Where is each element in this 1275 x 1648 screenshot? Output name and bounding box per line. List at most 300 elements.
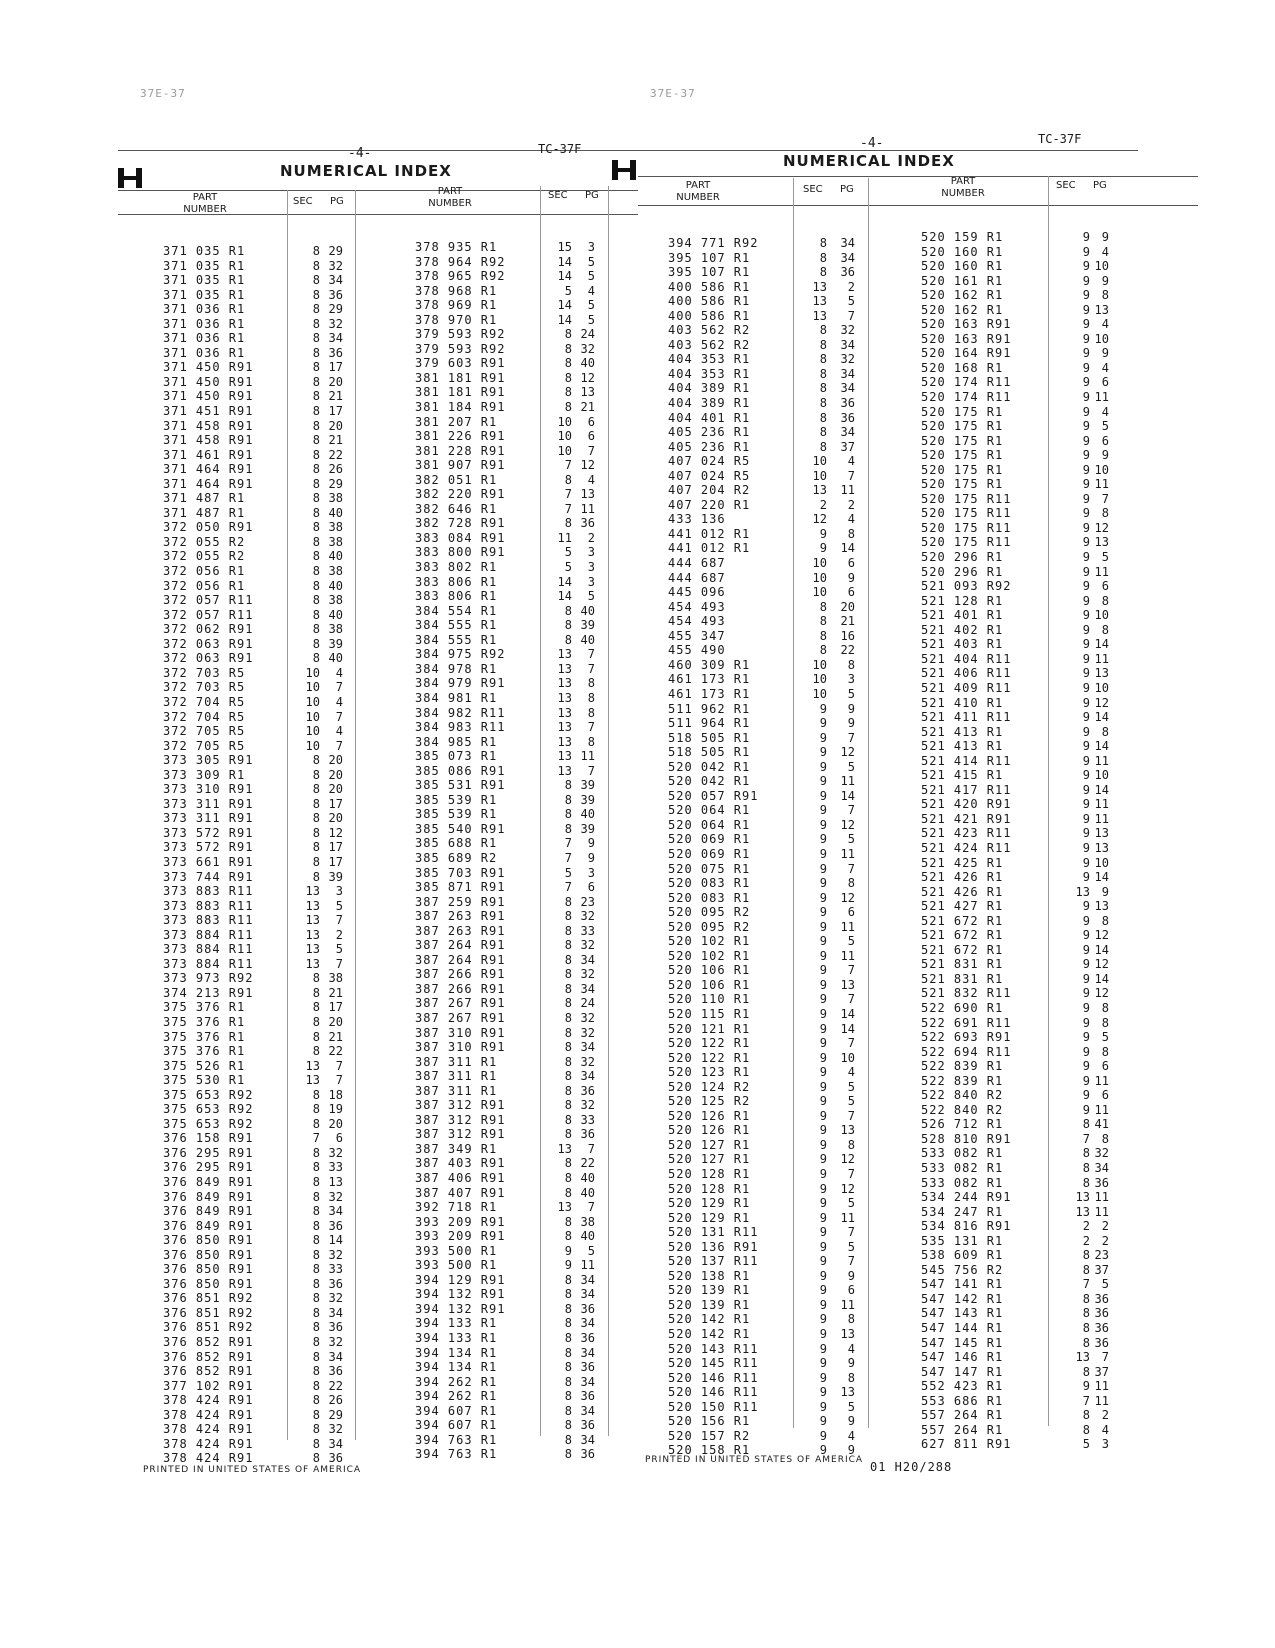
page-ref: 3	[847, 672, 855, 687]
part-number: 521 672 R1	[921, 928, 1004, 943]
page-ref: 40	[328, 578, 343, 593]
index-row	[921, 1408, 1109, 1423]
part-number: 395 107 R1	[668, 265, 751, 280]
page-ref: 17	[328, 1000, 343, 1015]
page-ref: 11	[1094, 564, 1109, 579]
part-number: 433 136	[668, 512, 726, 527]
part-number: 382 220 R91	[415, 487, 506, 502]
index-row	[921, 1073, 1109, 1089]
part-number: 520 125 R2	[668, 1094, 751, 1109]
section-number: 8	[312, 505, 320, 520]
index-column-4	[921, 230, 1109, 1452]
part-number: 385 871 R91	[415, 880, 506, 895]
section-number: 9	[819, 774, 827, 789]
index-row	[415, 400, 595, 415]
section-number: 9	[1082, 957, 1090, 972]
section-number: 9	[1082, 1379, 1090, 1394]
index-row	[668, 1341, 855, 1357]
section-number: 9	[1082, 1102, 1090, 1117]
index-row	[163, 1407, 343, 1423]
part-number: 394 132 R91	[415, 1301, 506, 1316]
index-row	[163, 1102, 343, 1117]
section-number: 9	[1082, 811, 1090, 826]
part-number: 520 175 R1	[921, 477, 1004, 492]
section-number: 9	[1082, 1088, 1090, 1103]
section-number: 9	[819, 788, 827, 803]
part-number: 373 572 R91	[163, 840, 254, 855]
index-row	[668, 817, 855, 833]
part-number: 520 142 R1	[668, 1312, 751, 1327]
page-ref: 36	[328, 1451, 343, 1466]
index-row	[163, 1218, 343, 1234]
section-number: 8	[819, 337, 827, 352]
section-number: 8	[312, 462, 320, 477]
page-ref: 38	[328, 520, 343, 535]
pg-header-1: PG	[330, 196, 344, 207]
index-row	[668, 308, 855, 324]
page-ref: 34	[580, 1069, 595, 1084]
index-row	[668, 832, 855, 847]
column-header-bottom-rule	[118, 214, 638, 215]
section-number: 10	[812, 570, 827, 585]
part-number: 520 129 R1	[668, 1196, 751, 1211]
part-number: 520 157 R2	[668, 1428, 751, 1443]
section-number: 9	[1082, 1044, 1090, 1059]
page-ref: 22	[328, 447, 343, 462]
part-number: 547 142 R1	[921, 1291, 1004, 1306]
part-number: 520 123 R1	[668, 1065, 751, 1080]
section-number: 8	[564, 1010, 572, 1025]
page-ref: 4	[587, 283, 595, 298]
page-ref: 36	[840, 265, 855, 280]
page-ref: 12	[840, 890, 855, 905]
section-number: 7	[312, 1131, 320, 1146]
part-number: 545 756 R2	[921, 1262, 1004, 1277]
page-ref: 21	[580, 400, 595, 415]
section-number: 15	[557, 240, 572, 254]
section-number: 8	[819, 381, 827, 396]
section-number: 9	[819, 1152, 827, 1167]
index-row	[415, 1345, 595, 1361]
section-number: 8	[564, 981, 572, 996]
page-ref: 34	[328, 273, 343, 288]
page-ref: 40	[328, 505, 343, 520]
part-number: 520 143 R11	[668, 1341, 759, 1356]
section-number: 8	[564, 821, 572, 836]
page-ref: 5	[335, 942, 343, 957]
part-number: 376 852 R91	[163, 1364, 254, 1379]
section-number: 13	[305, 1058, 320, 1073]
index-row	[163, 956, 343, 972]
page-ref: 34	[580, 981, 595, 996]
page-ref: 24	[580, 996, 595, 1011]
part-number: 520 150 R11	[668, 1399, 759, 1414]
section-number: 9	[819, 948, 827, 963]
section-number: 8	[1082, 1422, 1090, 1437]
section-number: 8	[312, 1320, 320, 1335]
index-row	[163, 1029, 343, 1045]
page-ref: 38	[328, 534, 343, 549]
page-ref: 36	[328, 287, 343, 302]
index-row	[921, 608, 1109, 623]
page-ref: 2	[1101, 1219, 1109, 1234]
part-number: 521 427 R1	[921, 899, 1004, 914]
section-number: 9	[1082, 710, 1090, 725]
page-ref: 36	[328, 1218, 343, 1233]
index-row	[668, 1123, 855, 1138]
part-number: 520 126 R1	[668, 1123, 751, 1138]
part-number: 521 410 R1	[921, 695, 1004, 710]
part-number: 534 244 R91	[921, 1190, 1012, 1205]
part-number: 522 840 R2	[921, 1088, 1004, 1103]
part-number: 521 128 R1	[921, 593, 1004, 608]
index-row	[668, 1414, 855, 1429]
section-number: 8	[312, 1436, 320, 1451]
page-ref: 17	[328, 360, 343, 375]
index-row	[921, 331, 1109, 347]
index-row	[163, 1335, 343, 1350]
index-row	[415, 414, 595, 430]
section-number: 9	[1082, 404, 1090, 419]
part-number: 371 487 R1	[163, 505, 246, 520]
part-number: 521 831 R1	[921, 971, 1004, 986]
page-ref: 8	[847, 657, 855, 672]
page-ref: 6	[1101, 375, 1109, 390]
section-number: 9	[819, 701, 827, 716]
page-ref: 12	[840, 1181, 855, 1196]
part-number: 372 056 R1	[163, 564, 246, 579]
index-row	[163, 913, 343, 928]
section-number: 8	[312, 1218, 320, 1233]
index-row	[415, 1025, 595, 1041]
index-row	[415, 385, 595, 400]
page-ref: 6	[335, 1131, 343, 1146]
page-ref: 4	[847, 1341, 855, 1356]
index-row	[163, 1276, 343, 1292]
index-row	[163, 709, 343, 725]
page-ref: 36	[1094, 1175, 1109, 1190]
index-row	[668, 745, 855, 760]
section-number: 8	[312, 476, 320, 491]
part-number: 371 035 R1	[163, 258, 246, 273]
part-number: 407 024 R5	[668, 468, 751, 483]
part-number: 533 082 R1	[921, 1161, 1004, 1175]
part-number: 378 424 R91	[163, 1422, 254, 1437]
part-number: 520 161 R1	[921, 273, 1004, 288]
part-number: 394 134 R1	[415, 1345, 498, 1360]
section-number: 7	[564, 850, 572, 865]
page-ref: 14	[1094, 782, 1109, 797]
section-number: 9	[1082, 1073, 1090, 1088]
section-number: 9	[1082, 462, 1090, 477]
page-ref: 36	[580, 1418, 595, 1433]
page-ref: 32	[328, 258, 343, 273]
index-row	[415, 356, 595, 371]
index-row	[921, 302, 1109, 318]
section-number: 7	[564, 458, 572, 473]
part-number: 521 409 R11	[921, 680, 1012, 695]
section-number: 9	[1082, 1059, 1090, 1074]
section-number: 9	[1082, 608, 1090, 623]
section-number: 8	[1082, 1335, 1090, 1350]
section-number: 8	[1082, 1117, 1090, 1132]
col3-right-divider	[868, 178, 869, 1428]
index-row	[163, 1378, 343, 1394]
section-number: 9	[1082, 520, 1090, 535]
section-number: 8	[312, 825, 320, 840]
part-number: 382 646 R1	[415, 501, 498, 516]
section-number: 9	[819, 1181, 827, 1196]
part-number: 407 024 R5	[668, 454, 751, 469]
part-number: 394 262 R1	[415, 1374, 498, 1389]
section-number: 9	[819, 1414, 827, 1429]
index-row	[415, 1418, 595, 1433]
part-number: 521 672 R1	[921, 942, 1004, 957]
index-row	[921, 1102, 1109, 1118]
index-row	[163, 593, 343, 608]
page-ref: 3	[335, 884, 343, 899]
index-row	[668, 454, 855, 469]
page-ref: 40	[328, 607, 343, 622]
section-number: 9	[819, 1021, 827, 1036]
page-ref: 10	[1094, 768, 1109, 783]
page-ref: 11	[840, 483, 855, 498]
part-number: 520 159 R1	[921, 230, 1004, 244]
index-row	[668, 905, 855, 920]
part-number: 373 884 R11	[163, 956, 254, 971]
part-number: 521 401 R1	[921, 608, 1004, 623]
part-number: 520 131 R11	[668, 1225, 759, 1240]
index-row	[921, 1131, 1109, 1147]
part-number: 384 982 R11	[415, 705, 506, 720]
index-row	[415, 661, 595, 677]
page-ref: 4	[1101, 317, 1109, 332]
page-ref: 7	[335, 709, 343, 724]
page-ref: 20	[328, 1116, 343, 1131]
section-number: 9	[819, 1254, 827, 1269]
index-row	[163, 884, 343, 899]
page-ref: 34	[580, 1316, 595, 1331]
index-row	[668, 366, 855, 382]
index-row	[415, 458, 595, 473]
page-ref: 32	[580, 967, 595, 982]
part-number: 520 121 R1	[668, 1021, 751, 1036]
part-number: 393 500 R1	[415, 1258, 498, 1273]
page-ref: 7	[1101, 491, 1109, 506]
section-number: 9	[819, 1312, 827, 1327]
section-number: 8	[564, 1229, 572, 1244]
part-number: 461 173 R1	[668, 672, 751, 687]
section-number: 10	[812, 454, 827, 469]
index-row	[163, 665, 343, 681]
part-number: 381 207 R1	[415, 414, 498, 429]
index-row	[415, 1243, 595, 1259]
index-row	[921, 1030, 1109, 1045]
index-row	[415, 560, 595, 575]
part-number: 520 175 R11	[921, 491, 1012, 506]
section-number: 8	[312, 1305, 320, 1320]
section-number: 8	[312, 811, 320, 826]
page-ref: 23	[580, 894, 595, 909]
section-number: 8	[312, 316, 320, 331]
section-number: 8	[1082, 1248, 1090, 1263]
section-number: 8	[564, 938, 572, 953]
index-row	[163, 825, 343, 841]
section-number: 9	[564, 1258, 572, 1273]
section-number: 13	[557, 720, 572, 735]
index-row	[415, 1272, 595, 1288]
index-row	[668, 1050, 855, 1066]
part-number: 384 978 R1	[415, 661, 498, 676]
part-number: 520 122 R1	[668, 1050, 751, 1065]
page-ref: 8	[1101, 1015, 1109, 1030]
section-number: 2	[1082, 1233, 1090, 1248]
section-number: 7	[1082, 1131, 1090, 1146]
sec-header-1: SEC	[293, 196, 313, 207]
index-row	[921, 1044, 1109, 1060]
page-ref: 34	[328, 331, 343, 346]
section-number: 9	[1082, 928, 1090, 943]
section-number: 13	[557, 690, 572, 705]
page-ref: 36	[580, 1331, 595, 1346]
section-number: 9	[1082, 448, 1090, 463]
page-ref: 34	[1094, 1161, 1109, 1175]
index-row	[163, 1073, 343, 1088]
section-number: 9	[1082, 593, 1090, 608]
page-ref: 39	[580, 821, 595, 836]
index-row	[415, 923, 595, 939]
index-row	[668, 599, 855, 615]
section-number: 8	[1082, 1364, 1090, 1379]
index-row	[163, 840, 343, 855]
part-number: 372 055 R2	[163, 549, 246, 564]
section-number: 10	[305, 694, 320, 709]
section-number: 9	[819, 1356, 827, 1371]
part-number: 372 704 R5	[163, 694, 246, 709]
section-number: 13	[1075, 884, 1090, 899]
part-number: 383 084 R91	[415, 530, 506, 545]
index-row	[668, 1108, 855, 1124]
page-ref: 32	[580, 1098, 595, 1113]
page-ref: 36	[580, 1447, 595, 1462]
page-ref: 5	[587, 269, 595, 284]
section-number: 9	[819, 1094, 827, 1109]
page-ref: 39	[580, 792, 595, 807]
section-number: 8	[312, 564, 320, 579]
part-number: 518 505 R1	[668, 730, 751, 745]
page-ref: 6	[847, 556, 855, 571]
page-ref: 5	[587, 254, 595, 269]
section-number: 8	[1082, 1408, 1090, 1423]
part-number: 378 968 R1	[415, 283, 498, 298]
page-ref: 40	[580, 1171, 595, 1185]
page-ref: 5	[335, 898, 343, 913]
page-ref: 8	[587, 690, 595, 705]
part-number: 375 653 R92	[163, 1116, 254, 1131]
index-row	[921, 622, 1109, 638]
index-row	[668, 1036, 855, 1051]
ih-logo-icon	[612, 160, 636, 180]
index-row	[921, 404, 1109, 420]
part-number: 394 262 R1	[415, 1389, 498, 1404]
page-ref: 17	[328, 854, 343, 869]
index-row	[415, 618, 595, 633]
part-number: 372 050 R91	[163, 520, 254, 535]
section-number: 9	[1082, 724, 1090, 739]
page-ref: 21	[328, 1029, 343, 1044]
part-number: 405 236 R1	[668, 425, 751, 440]
section-number: 8	[819, 396, 827, 411]
index-row	[668, 497, 855, 513]
part-number: 387 266 R91	[415, 967, 506, 982]
part-number: 520 160 R1	[921, 259, 1004, 274]
index-row	[668, 294, 855, 309]
page-ref: 14	[1094, 870, 1109, 885]
part-number: 528 810 R91	[921, 1131, 1012, 1146]
part-number: 394 134 R1	[415, 1360, 498, 1375]
part-number: 520 142 R1	[668, 1327, 751, 1342]
part-number: 378 965 R92	[415, 269, 506, 284]
section-number: 8	[564, 370, 572, 385]
page-ref: 8	[1101, 622, 1109, 637]
page-ref: 7	[847, 730, 855, 745]
page-ref: 7	[335, 956, 343, 971]
part-number: 372 062 R91	[163, 622, 254, 637]
part-number: 393 500 R1	[415, 1243, 498, 1258]
page-ref: 41	[1094, 1117, 1109, 1132]
index-row	[668, 1283, 855, 1298]
section-number: 13	[557, 734, 572, 749]
index-row	[163, 1014, 343, 1030]
section-number: 9	[1082, 622, 1090, 637]
page-ref: 2	[847, 497, 855, 512]
page-ref: 10	[1094, 855, 1109, 870]
section-number: 9	[819, 1370, 827, 1385]
part-number: 521 413 R1	[921, 724, 1004, 739]
page-ref: 17	[328, 840, 343, 855]
part-number: 378 424 R91	[163, 1393, 254, 1408]
index-row	[163, 985, 343, 1001]
section-number: 8	[312, 1204, 320, 1219]
page-ref: 20	[328, 782, 343, 797]
page-ref: 21	[328, 985, 343, 1000]
index-row	[415, 1316, 595, 1331]
page-ref: 13	[328, 1175, 343, 1189]
section-number: 8	[819, 599, 827, 614]
part-number: 387 312 R91	[415, 1112, 506, 1127]
page-ref: 29	[328, 476, 343, 491]
pg-header-2: PG	[585, 190, 599, 201]
part-number: 520 106 R1	[668, 963, 751, 978]
index-row	[163, 1160, 343, 1175]
index-row	[668, 861, 855, 877]
part-number: 371 458 R91	[163, 418, 254, 433]
part-number: 400 586 R1	[668, 279, 751, 294]
section-number: 9	[1082, 651, 1090, 666]
index-row	[415, 240, 595, 255]
page-ref: 33	[580, 1112, 595, 1127]
page-ref: 13	[1094, 666, 1109, 681]
index-row	[921, 666, 1109, 681]
index-row	[415, 312, 595, 328]
index-row	[921, 1219, 1109, 1234]
section-number: 8	[564, 1301, 572, 1316]
part-number: 521 406 R11	[921, 666, 1012, 681]
part-number: 521 402 R1	[921, 622, 1004, 637]
part-number: 454 493	[668, 614, 726, 629]
section-number: 5	[1082, 1437, 1090, 1452]
index-row	[921, 535, 1109, 550]
